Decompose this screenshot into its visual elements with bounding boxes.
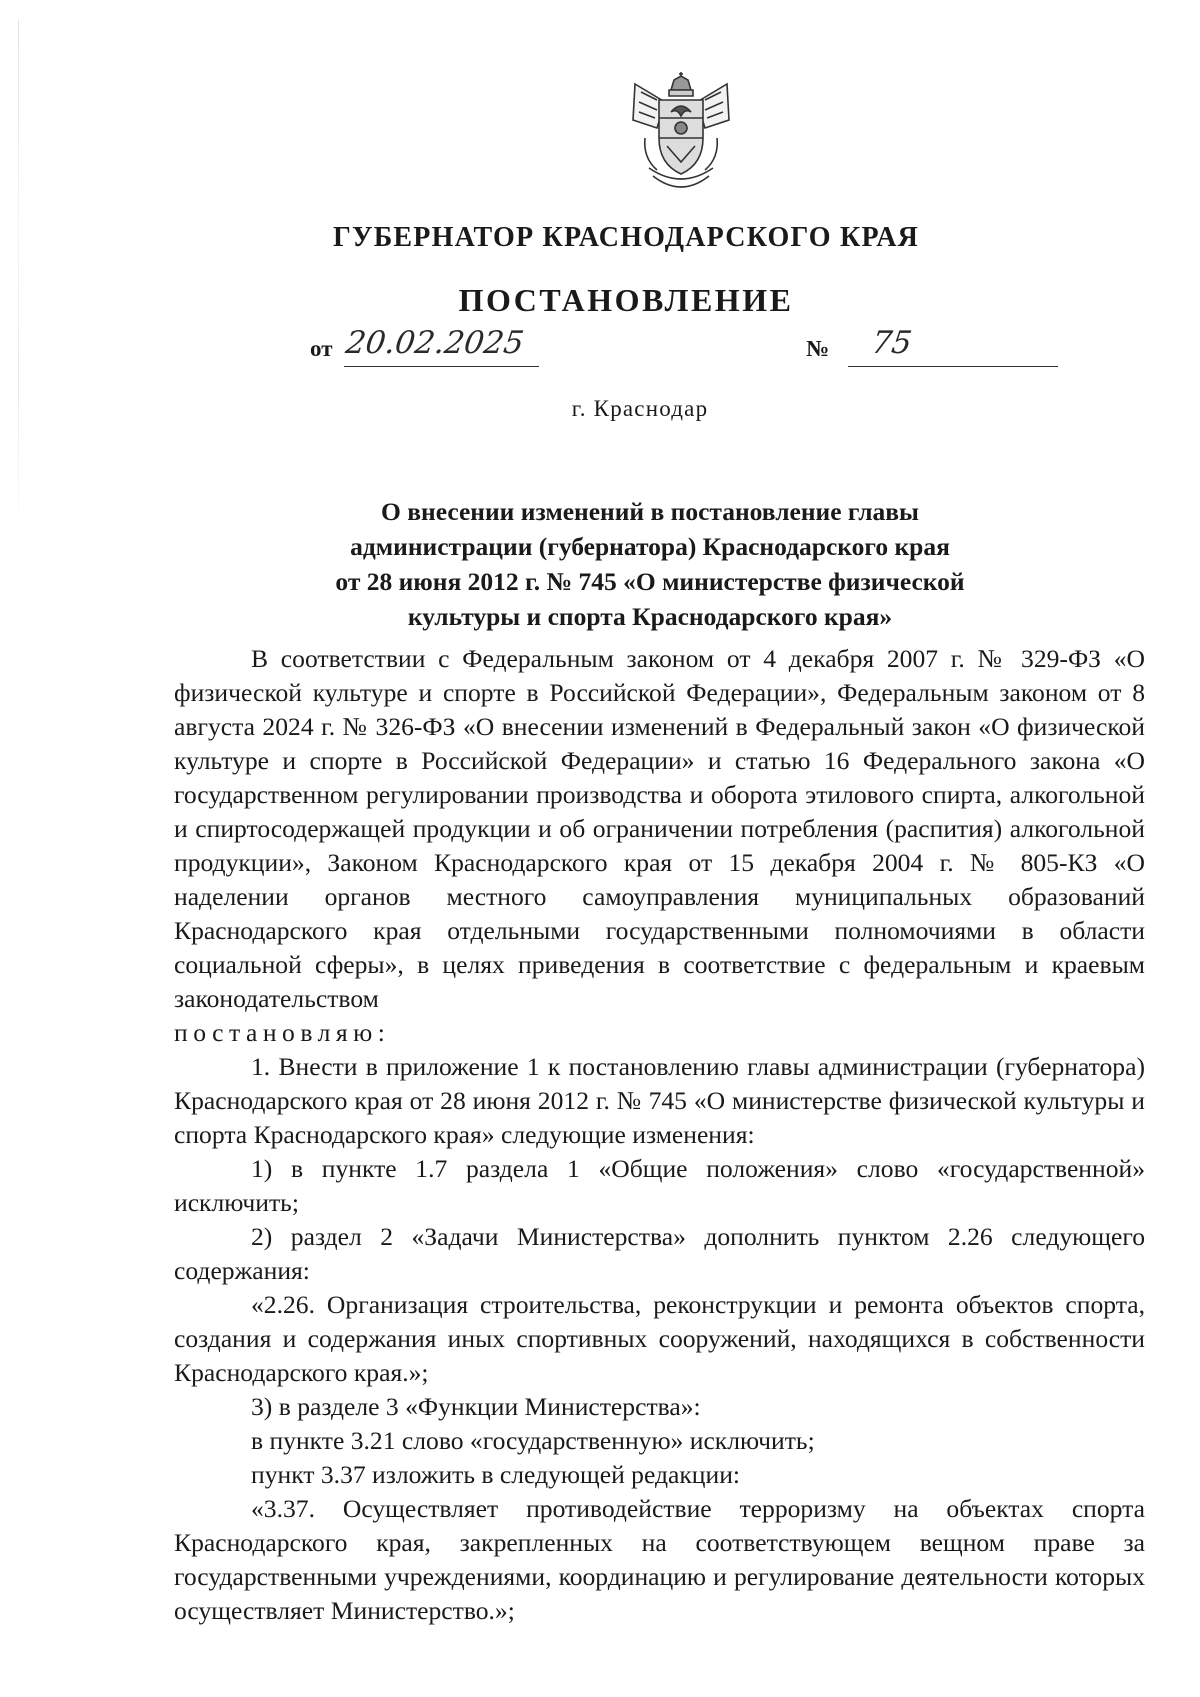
decree-word: постановляю: [174,1018,391,1047]
subparagraph-2: 2) раздел 2 «Задачи Министерства» дополнить пунктом 2.26 следующего содержания: [174,1222,1145,1285]
number-value: 75 [869,325,914,361]
preamble-paragraph: В соответствии с Федеральным законом от 4 декабря 2007 г. № 329-ФЗ «О физической культуре и спорте в Российской Федерации», Федеральным законом от 8 августа 2024 г. № 326-ФЗ «О внесении изменений в Федеральный закон «О физической культуре и спорте в Российской Федерации» и статью 16 Федерального закона «О государственном регулировании производства и оборота этилового спирта, алкогольной и спиртосодержащей продукции и об ограничении потребления (распития) алкогольной продукции», Законом Краснодарского края от 15 декабря 2004 г. № 805-КЗ «О наделении органов местного самоуправления муниципальных образований Краснодарского края отдельными государственными полномочиями в области социальной сферы», в целях приведения в соответствие с федеральным и краевым законодательством [174,644,1145,1013]
number-underline [848,366,1058,367]
organization-name: ГУБЕРНАТОР КРАСНОДАРСКОГО КРАЯ [332,222,920,253]
city: г. Краснодар [571,396,709,421]
coat-of-arms-drawing [627,72,735,202]
subparagraph-3-item-a: в пункте 3.21 слово «государственную» исключить; [251,1426,815,1455]
scan-edge-line [18,20,19,540]
subparagraph-3: 3) в разделе 3 «Функции Министерства»: [251,1392,701,1421]
document-title [250,494,1050,634]
subparagraph-3-item-b-text: «3.37. Осуществляет противодействие терроризму на объектах спорта Краснодарского края, закрепленных на соответствующем вещном праве за государственными учреждениями, координацию и регулирование деятельности которых осуществляет Министерство.»; [174,1494,1145,1625]
subparagraph-3-item-b: пункт 3.37 изложить в следующей редакции: [251,1460,741,1489]
title-line: культуры и спорта Краснодарского края» [407,602,893,631]
number-prefix: № [806,336,830,361]
title-line: от 28 июня 2012 г. № 745 «О министерстве физической [335,567,965,596]
paragraph-1: 1. Внести в приложение 1 к постановлению главы администрации (губернатора) Краснодарского края от 28 июня 2012 г. № 745 «О министерстве физической культуры и спорта Краснодарского края» следующие изменения: [174,1052,1145,1149]
krasnodar-coat-of-arms-icon [627,72,735,202]
date-field [310,325,527,362]
document-type: ПОСТАНОВЛЕНИЕ [458,282,794,318]
title-line: администрации (губернатора) Краснодарского края [350,532,950,561]
document-body [174,642,1145,1628]
subparagraph-2-text: «2.26. Организация строительства, реконструкции и ремонта объектов спорта, создания и содержания иных спортивных сооружений, находящихся в собственности Краснодарского края.»; [174,1290,1145,1387]
title-line: О внесении изменений в постановление главы [381,497,919,526]
date-underline [344,366,539,367]
date-value: 20.02.2025 [343,325,527,361]
subparagraph-1: 1) в пункте 1.7 раздела 1 «Общие положения» слово «государственной» исключить; [174,1154,1145,1217]
date-prefix: от [310,336,333,361]
number-field [806,325,914,362]
